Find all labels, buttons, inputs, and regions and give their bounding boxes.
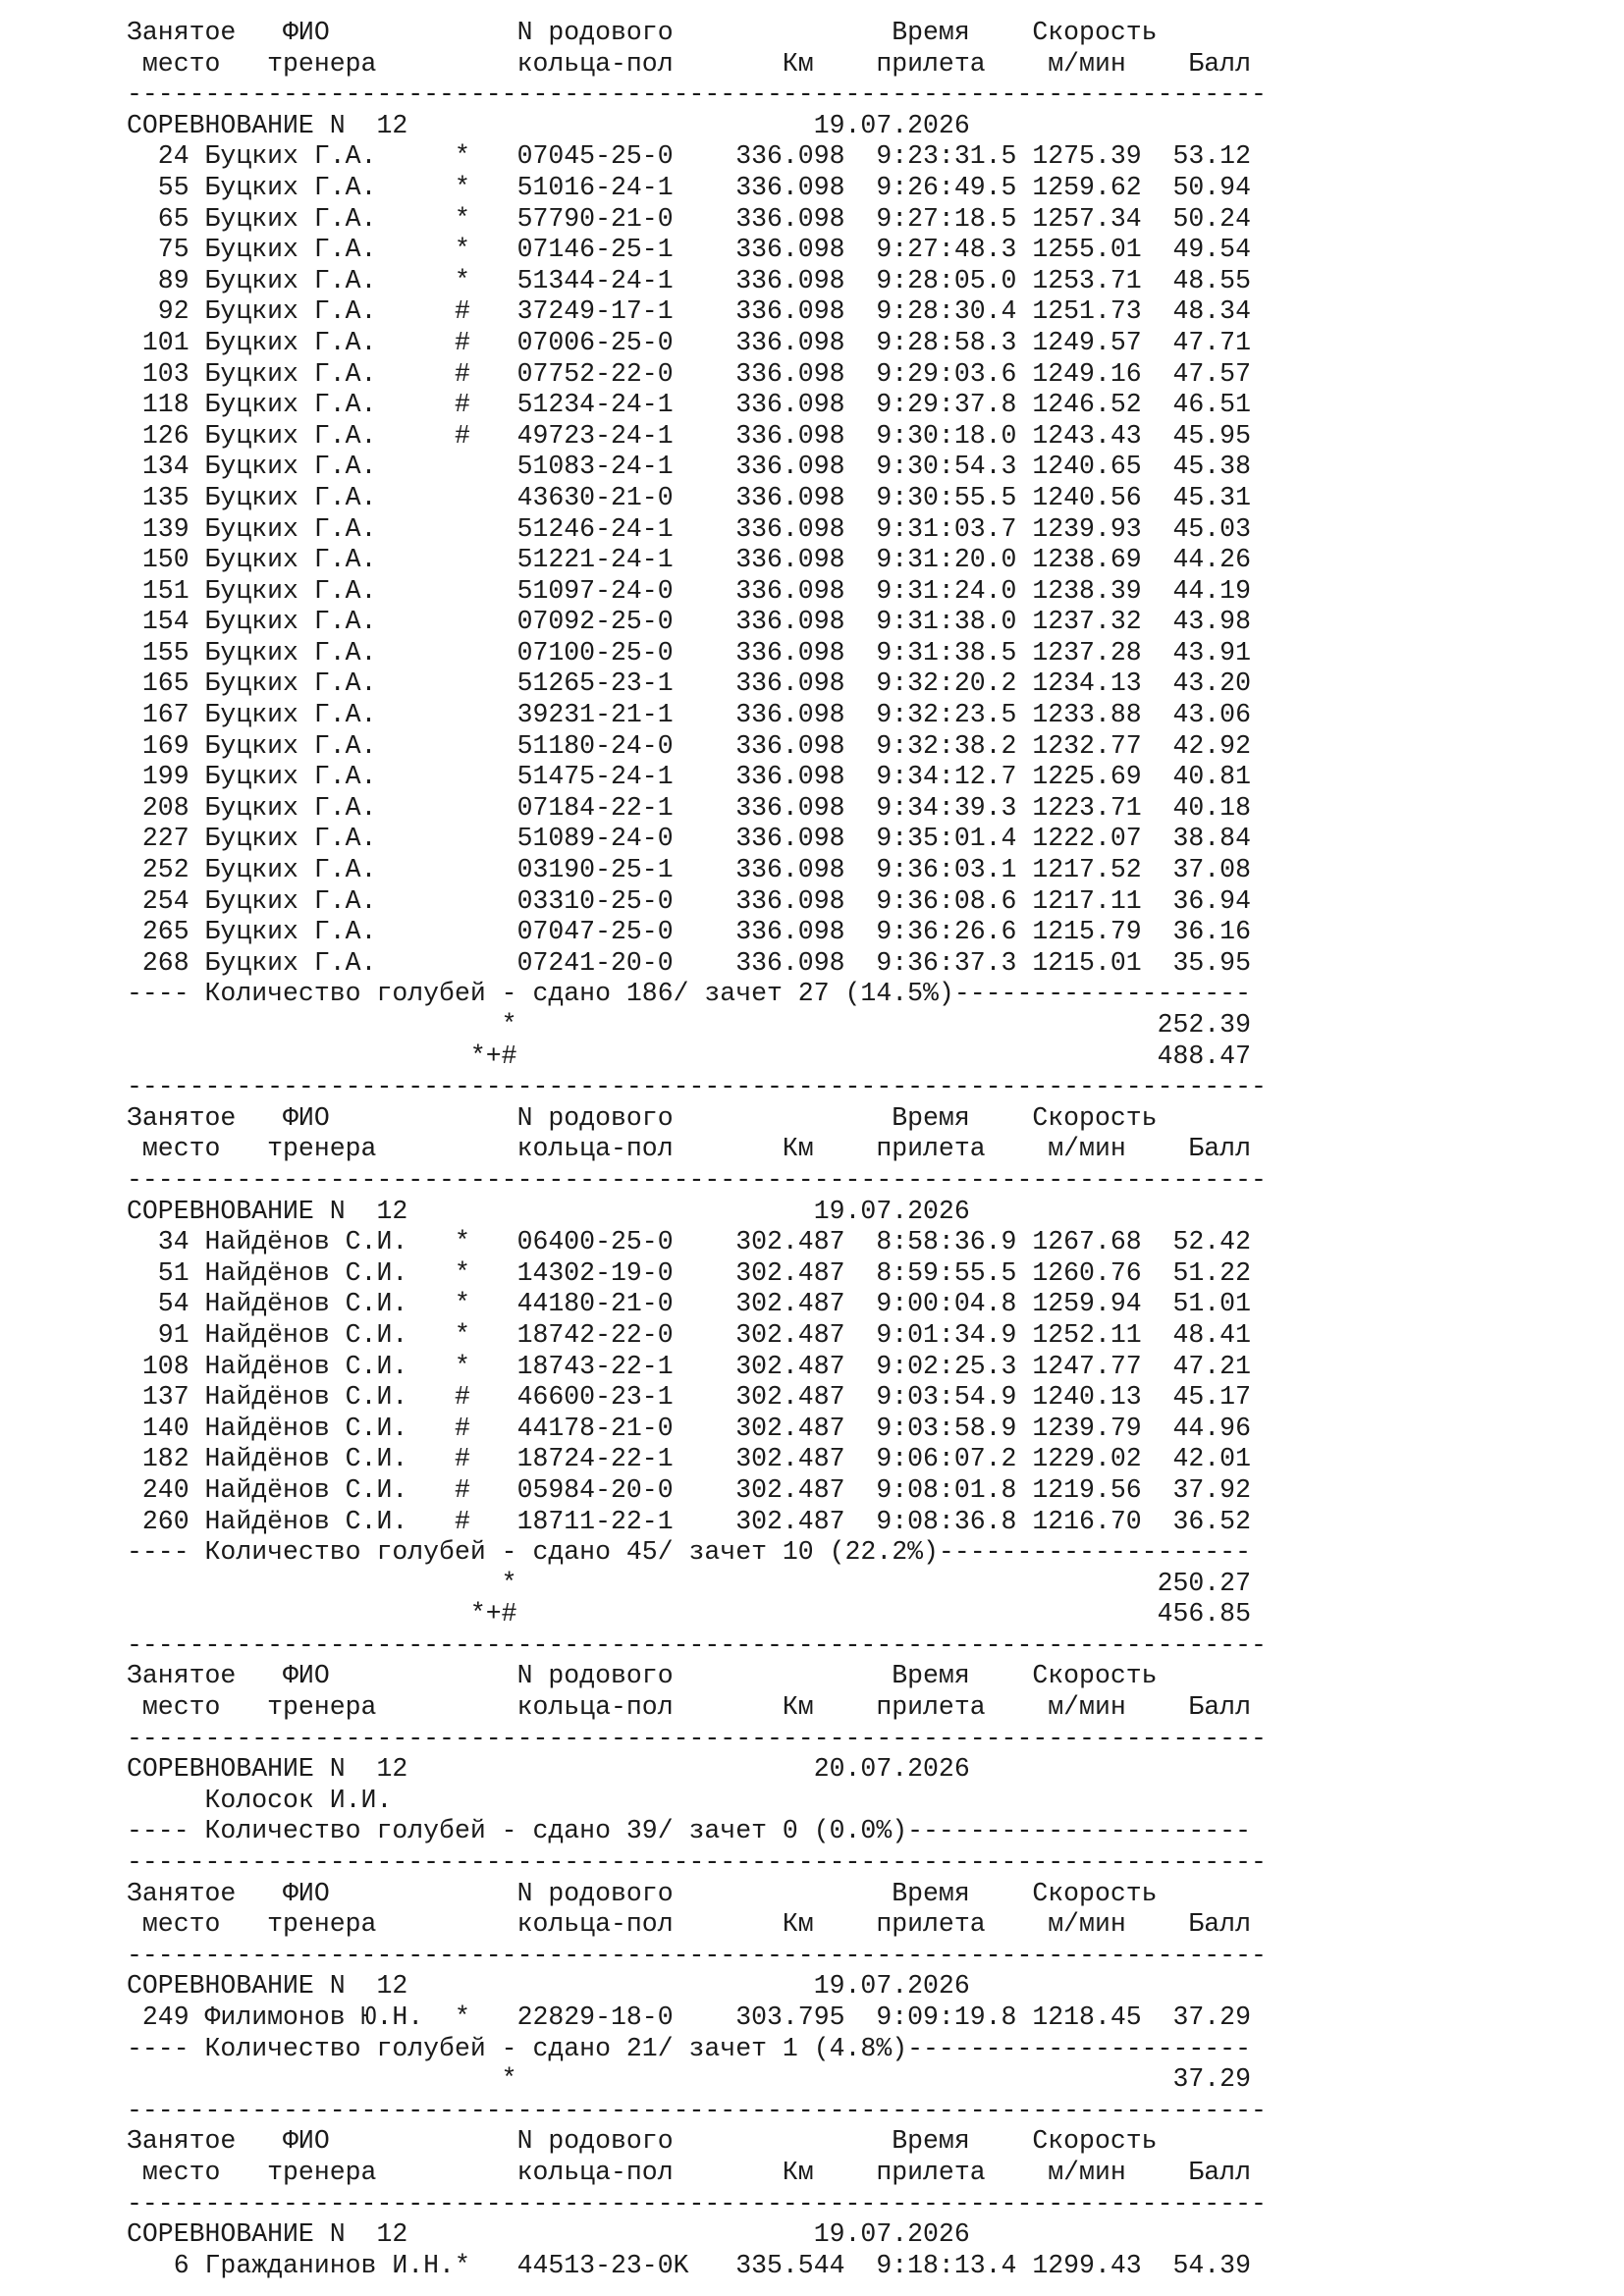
report-line: 92 Буцких Г.А. # 37249-17-1 336.098 9:28:30.4 1251.73 48.34 [127,296,1251,327]
report-line: место тренера кольца-пол Км прилета м/мин Балл [127,1692,1251,1723]
report-line: СОРЕВНОВАНИЕ N 12 19.07.2026 [127,2219,970,2250]
report-line: 254 Буцких Г.А. 03310-25-0 336.098 9:36:08.6 1217.11 36.94 [127,885,1251,916]
report-line: 182 Найдёнов С.И. # 18724-22-1 302.487 9:06:07.2 1229.02 42.01 [127,1444,1251,1474]
report-line: Занятое ФИО N родового Время Скорость [127,1661,1158,1691]
report-line: 249 Филимонов Ю.Н. * 22829-18-0 303.795 9:09:19.8 1218.45 37.29 [127,2002,1251,2032]
report-line: место тренера кольца-пол Км прилета м/мин Балл [127,2157,1251,2187]
report-line: 91 Найдёнов С.И. * 18742-22-0 302.487 9:01:34.9 1252.11 48.41 [127,1319,1251,1350]
report-line: *+# 456.85 [127,1599,1251,1629]
report-line: место тренера кольца-пол Км прилета м/мин Балл [127,1909,1251,1940]
report-line: место тренера кольца-пол Км прилета м/мин Балл [127,48,1251,79]
report-line: 265 Буцких Г.А. 07047-25-0 336.098 9:36:26.6 1215.79 36.16 [127,917,1251,947]
report-line: 240 Найдёнов С.И. # 05984-20-0 302.487 9:08:01.8 1219.56 37.92 [127,1474,1251,1505]
report-line: Занятое ФИО N родового Время Скорость [127,1878,1158,1908]
report-line: 108 Найдёнов С.И. * 18743-22-1 302.487 9:02:25.3 1247.77 47.21 [127,1351,1251,1381]
report-line: 150 Буцких Г.А. 51221-24-1 336.098 9:31:20.0 1238.69 44.26 [127,545,1251,575]
report-line: ---- Количество голубей - сдано 39/ зачет 0 (0.0%)---------------------- [127,1816,1251,1846]
report-line: 118 Буцких Г.А. # 51234-24-1 336.098 9:29:37.8 1246.52 46.51 [127,390,1251,420]
report-line: Занятое ФИО N родового Время Скорость [127,18,1158,47]
report-line: 154 Буцких Г.А. 07092-25-0 336.098 9:31:38.0 1237.32 43.98 [127,607,1251,637]
report-line: 137 Найдёнов С.И. # 46600-23-1 302.487 9:03:54.9 1240.13 45.17 [127,1382,1251,1413]
report-line: * 252.39 [127,1010,1251,1040]
results-report [127,18,1267,2281]
report-line: ------------------------------------------------------------------------- [127,80,1267,110]
report-line: ---- Количество голубей - сдано 45/ зачет 10 (22.2%)-------------------- [127,1537,1251,1568]
report-line: 169 Буцких Г.А. 51180-24-0 336.098 9:32:38.2 1232.77 42.92 [127,730,1251,761]
report-line: *+# 488.47 [127,1041,1251,1071]
report-line: место тренера кольца-пол Км прилета м/мин Балл [127,1134,1251,1164]
report-line: 208 Буцких Г.А. 07184-22-1 336.098 9:34:39.3 1223.71 40.18 [127,792,1251,823]
report-line: 140 Найдёнов С.И. # 44178-21-0 302.487 9:03:58.9 1239.79 44.96 [127,1413,1251,1443]
report-line: 89 Буцких Г.А. * 51344-24-1 336.098 9:28:05.0 1253.71 48.55 [127,265,1251,295]
report-line: * 37.29 [127,2064,1251,2095]
report-line: 51 Найдёнов С.И. * 14302-19-0 302.487 8:59:55.5 1260.76 51.22 [127,1257,1251,1288]
report-line: 167 Буцких Г.А. 39231-21-1 336.098 9:32:23.5 1233.88 43.06 [127,700,1251,730]
report-line: ------------------------------------------------------------------------- [127,1072,1267,1102]
report-line: * 250.27 [127,1568,1251,1598]
report-line: ------------------------------------------------------------------------- [127,2095,1267,2125]
report-line: 54 Найдёнов С.И. * 44180-21-0 302.487 9:00:04.8 1259.94 51.01 [127,1289,1251,1319]
report-line: 101 Буцких Г.А. # 07006-25-0 336.098 9:28:58.3 1249.57 47.71 [127,327,1251,357]
report-line: 65 Буцких Г.А. * 57790-21-0 336.098 9:27:18.5 1257.34 50.24 [127,203,1251,234]
report-line: 260 Найдёнов С.И. # 18711-22-1 302.487 9:08:36.8 1216.70 36.52 [127,1506,1251,1536]
report-line: ------------------------------------------------------------------------- [127,2188,1267,2218]
report-line: 252 Буцких Г.А. 03190-25-1 336.098 9:36:03.1 1217.52 37.08 [127,855,1251,885]
report-line: 24 Буцких Г.А. * 07045-25-0 336.098 9:23:31.5 1275.39 53.12 [127,141,1251,172]
report-line: ---- Количество голубей - сдано 186/ зачет 27 (14.5%)------------------- [127,979,1251,1009]
report-line: ------------------------------------------------------------------------- [127,1723,1267,1753]
report-line: 139 Буцких Г.А. 51246-24-1 336.098 9:31:03.7 1239.93 45.03 [127,513,1251,544]
report-line: Колосок И.И. [127,1785,393,1815]
report-line: 103 Буцких Г.А. # 07752-22-0 336.098 9:29:03.6 1249.16 47.57 [127,358,1251,389]
report-line: СОРЕВНОВАНИЕ N 12 19.07.2026 [127,1196,970,1226]
report-line: 268 Буцких Г.А. 07241-20-0 336.098 9:36:37.3 1215.01 35.95 [127,947,1251,978]
report-line: 199 Буцких Г.А. 51475-24-1 336.098 9:34:12.7 1225.69 40.81 [127,762,1251,792]
report-line: ------------------------------------------------------------------------- [127,1847,1267,1878]
report-line: СОРЕВНОВАНИЕ N 12 19.07.2026 [127,110,970,140]
report-line: 55 Буцких Г.А. * 51016-24-1 336.098 9:26:49.5 1259.62 50.94 [127,172,1251,202]
report-line: 155 Буцких Г.А. 07100-25-0 336.098 9:31:38.5 1237.28 43.91 [127,637,1251,667]
report-line: 75 Буцких Г.А. * 07146-25-1 336.098 9:27:48.3 1255.01 49.54 [127,235,1251,265]
report-line: СОРЕВНОВАНИЕ N 12 19.07.2026 [127,1971,970,2002]
report-line: ------------------------------------------------------------------------- [127,1940,1267,1970]
report-line: СОРЕВНОВАНИЕ N 12 20.07.2026 [127,1754,970,1785]
report-line: 227 Буцких Г.А. 51089-24-0 336.098 9:35:01.4 1222.07 38.84 [127,824,1251,854]
report-line: 135 Буцких Г.А. 43630-21-0 336.098 9:30:55.5 1240.56 45.31 [127,482,1251,512]
report-line: ------------------------------------------------------------------------- [127,1629,1267,1660]
report-line: 6 Гражданинов И.Н.* 44513-23-0K 335.544 9:18:13.4 1299.43 54.39 [127,2250,1251,2280]
report-line: ------------------------------------------------------------------------- [127,1164,1267,1195]
report-line: 34 Найдёнов С.И. * 06400-25-0 302.487 8:58:36.9 1267.68 52.42 [127,1227,1251,1257]
report-line: 165 Буцких Г.А. 51265-23-1 336.098 9:32:20.2 1234.13 43.20 [127,668,1251,699]
report-line: 151 Буцких Г.А. 51097-24-0 336.098 9:31:24.0 1238.39 44.19 [127,575,1251,606]
report-line: 126 Буцких Г.А. # 49723-24-1 336.098 9:30:18.0 1243.43 45.95 [127,420,1251,451]
report-line: ---- Количество голубей - сдано 21/ зачет 1 (4.8%)---------------------- [127,2033,1251,2063]
report-line: Занятое ФИО N родового Время Скорость [127,2126,1158,2157]
report-line: 134 Буцких Г.А. 51083-24-1 336.098 9:30:54.3 1240.65 45.38 [127,452,1251,482]
report-line: Занятое ФИО N родового Время Скорость [127,1102,1158,1133]
